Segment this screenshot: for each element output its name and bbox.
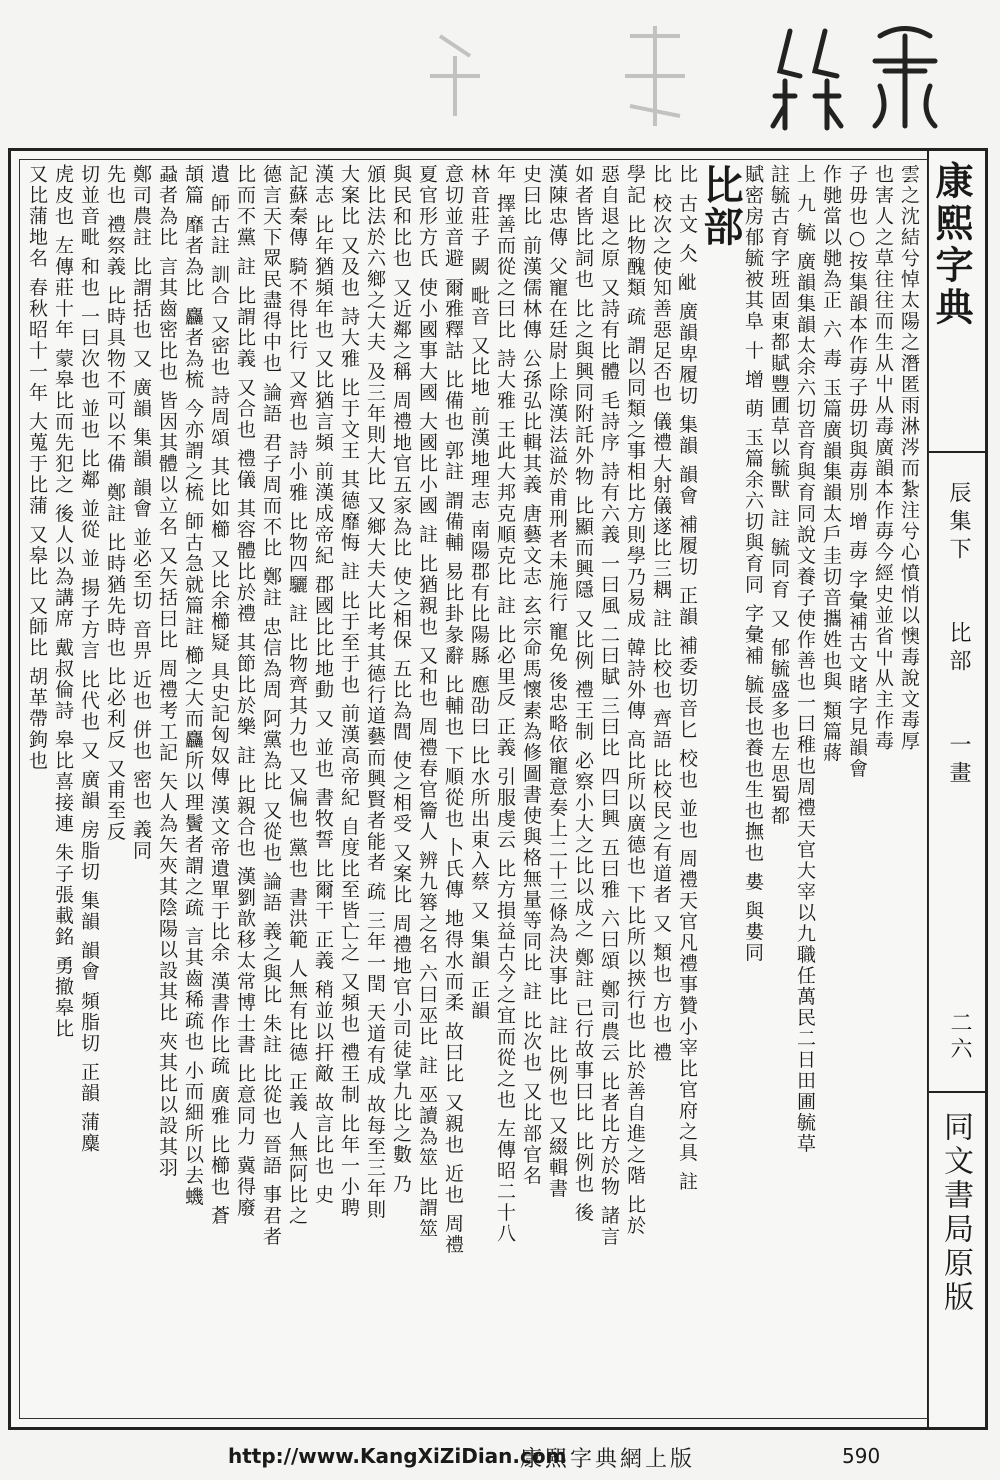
text-column: 記蘇秦傳 騎不得比行 又齊也 詩小雅 比物四驪 註 比物齊其力也 又偏也 黨也 書洪範 人無有比德 正義 人無阿比之 [286, 164, 308, 1227]
text-column: 註毓古育字班固東都賦豐圃草以毓獸 註 毓同育 又 郁毓盛多也左思蜀都 [768, 164, 790, 827]
text-column: 蝨者為比 言其齒密比也 皆因其體以立名 又矢括曰比 周禮考工記 矢人為矢夾其陰陽以設其比 夾其比以設其羽 [156, 164, 178, 1179]
book-title: 康熙字典 [929, 161, 974, 329]
text-column: 上 九 毓 廣韻集韻太余六切音育與育同說文養子使作善也一曰稚也周禮天官大宰以九職任萬民二日田圃毓草 [794, 164, 816, 1155]
text-column: 遺 師古註 訓合 又密也 詩周頌 其比如櫛 又比余櫛疑 具史記匈奴傳 漢文帝遺單于比余 漢書作比疏 廣雅 比櫛也 蒼 [208, 164, 230, 1227]
stroke-count-label: 一畫 [946, 733, 971, 789]
text-column: 先也 禮祭義 比時具物不可以不備 鄭註 比時猶先時也 比必利反 又甫至反 [104, 164, 126, 843]
website-url[interactable]: http://www.KangXiZiDian.com [228, 1444, 567, 1468]
text-column: 學記 比物醜類 疏 謂以同類之事相比方則學乃易成 韓詩外傳 高比所以廣德也 下比所以挾行也 比於善自進之階 比於 [624, 164, 646, 1237]
text-body [19, 159, 929, 1419]
text-column: 夏官形方氏 使小國事大國 大國比小國 註 比猶親也 又和也 周禮春官籥人 辨九簭之名 六曰巫比 註 巫讀為筮 比謂筮 [416, 164, 438, 1240]
text-column: 比 校次之使知善惡足否也 儀禮大射儀遂比三耦 註 比校也 齊語 比校民之有道者 又 類也 方也 禮 [650, 164, 672, 1064]
text-column: 惡自退之原 又詩有比體 毛詩序 詩有六義 一曰風 二曰賦 三曰比 四曰興 五曰雅 六曰頌 鄭司農云 比者比方於物 諸言 [598, 164, 620, 1248]
text-column: 頒比法於六鄉之大夫 及三年則大比 又鄉大夫大比考其德行道藝而興賢者能者 疏 三年一閏 天道有成 故每至三年則 [364, 164, 386, 1221]
text-column: 大案比 又及也 詩大雅 比于文王 其德靡悔 註 比于至于也 前漢高帝紀 自度比至皆亡之 又頻也 禮王制 比年一小聘 [338, 164, 360, 1219]
seal-glyph [860, 16, 950, 136]
vertical-text-columns [26, 164, 922, 1414]
text-column: 德言天下眾民盡得中也 論語 君子周而不比 鄭註 忠信為周 阿黨為比 又從也 論語 義之與比 朱註 比從也 晉語 事君者 [260, 164, 282, 1248]
text-column: 子毋也○按集韻本作毐子毋切與毐別 增 毐 字彙補古文睹字見韻會 [846, 164, 868, 780]
radical-label: 比部 [946, 621, 971, 677]
page-frame [8, 148, 988, 1430]
text-column: 雲之沈結兮悼太陽之潛匿雨淋涔而紮注兮心憤悄以懊毒說文毒厚 [898, 164, 920, 752]
text-column: 又比蒲地名 春秋昭十一年 大蒐于比蒲 又皋比 又師比 胡革帶鉤也 [26, 164, 48, 772]
text-column: 年 擇善而從之曰比 詩大雅 王此大邦克順克比 註 比必里反 正義 引服虔云 比方損益古今之宜而從之也 左傳昭二十八 [494, 164, 516, 1245]
text-column: 林音莊子 闕 毗音 又比地 前漢地理志 南陽郡有比陽縣 應劭曰 比水所出東入蔡 又 集韻 正韻 [468, 164, 490, 1022]
seal-glyph [765, 16, 855, 136]
section-label [941, 481, 975, 789]
text-column: 切並音毗 和也 一曰次也 並也 比鄰 並從 並 揚子方言 比代也 又 廣韻 房脂切 集韻 韻會 頻脂切 正韻 蒲麋 [78, 164, 100, 1154]
divider [929, 1091, 985, 1093]
text-column: 漢陳忠傳 父寵在廷尉上除漢法溢於甫刑者未施行 寵免 後忠略依寵意奏上二十三條為決事比 註 比例也 又綴輯書 [546, 164, 568, 1200]
page-footer [0, 1438, 1000, 1476]
text-column: 鄭司農註 比謂括也 又 廣韻 集韻 韻會 並必至切 音畀 近也 併也 密也 義同 [130, 164, 152, 862]
text-column: 與民和比也 又近鄰之稱 周禮地官五家為比 使之相保 五比為閭 使之相受 又案比 周禮地官小司徒掌九比之數 乃 [390, 164, 412, 1195]
side-margin [927, 151, 985, 1427]
publisher-label: 同文書局原版 [938, 1111, 973, 1315]
site-name: 康熙字典網上版 [520, 1447, 696, 1472]
leaf-number: 二六 [947, 1011, 972, 1063]
text-column: 作毑當以毑為正 六 毒 玉篇廣韻集韻太戶圭切音攜姓也與 類篇蔣 [820, 164, 842, 764]
seal-script-strip [380, 6, 980, 146]
text-column: 頡篇 靡者為比 麤者為梳 今亦謂之梳 師古急就篇註 櫛之大而麤所以理鬢者謂之疏 言其齒稀疏也 小而細所以去蟣 [182, 164, 204, 1208]
page-number: 590 [842, 1444, 881, 1468]
text-column: 比而不黨 註 比謂比義 又合也 禮儀 其容體比於禮 其節比於樂 註 比親合也 漢劉歆移太常博士書 比意同力 冀得廢 [234, 164, 256, 1219]
text-column: 如者皆比詞也 比之與興同附託外物 比顯而興隱 又比例 禮王制 必察小大之比以成之 鄭註 已行故事曰比 比例也 後 [572, 164, 594, 1224]
seal-glyph [410, 16, 500, 136]
text-column: 意切並音避 爾雅釋詁 比備也 郭註 謂備輔 易比卦彖辭 比輔也 下順從也 卜氏傳 地得水而柔 故曰比 又親也 近也 周禮 [442, 164, 464, 1256]
text-column: 史曰比 前漢儒林傳 公孫弘比輯其義 唐藝文志 玄宗命馬懷素為修圖書使與格無量等同比 註 比次也 又比部官名 [520, 164, 542, 1187]
text-column: 虎皮也 左傳莊十年 蒙皋比而先犯之 後人以為講席 戴叔倫詩 皋比喜接連 朱子張載銘 勇撤皋比 [52, 164, 74, 1040]
text-column: 也害人之草往往而生从屮从毒廣韻本作毐今經史並省屮从主作毒 [872, 164, 894, 752]
text-column: 漢志 比年猶頻年也 又比猶言頻 前漢成帝紀 郡國比比地動 又 並也 書牧誓 比爾干 正義 稍並以扞敵 故言比也 史 [312, 164, 334, 1206]
text-column: 賦密房郁毓被其阜 十 增 萌 玉篇余六切與育同 字彙補 毓長也養也生也撫也 婁 與婁同 [742, 164, 764, 964]
text-column: 比部 [697, 164, 744, 248]
collection-label: 辰集下 [946, 481, 971, 565]
divider [929, 451, 985, 453]
seal-glyph [610, 16, 700, 136]
text-column: 比 古文 仌 𣬈 廣韻卑履切 集韻 韻會 補履切 正韻 補委切音匕 校也 並也 周禮天官凡禮事贊小宰比官府之具 註 [676, 164, 698, 1193]
